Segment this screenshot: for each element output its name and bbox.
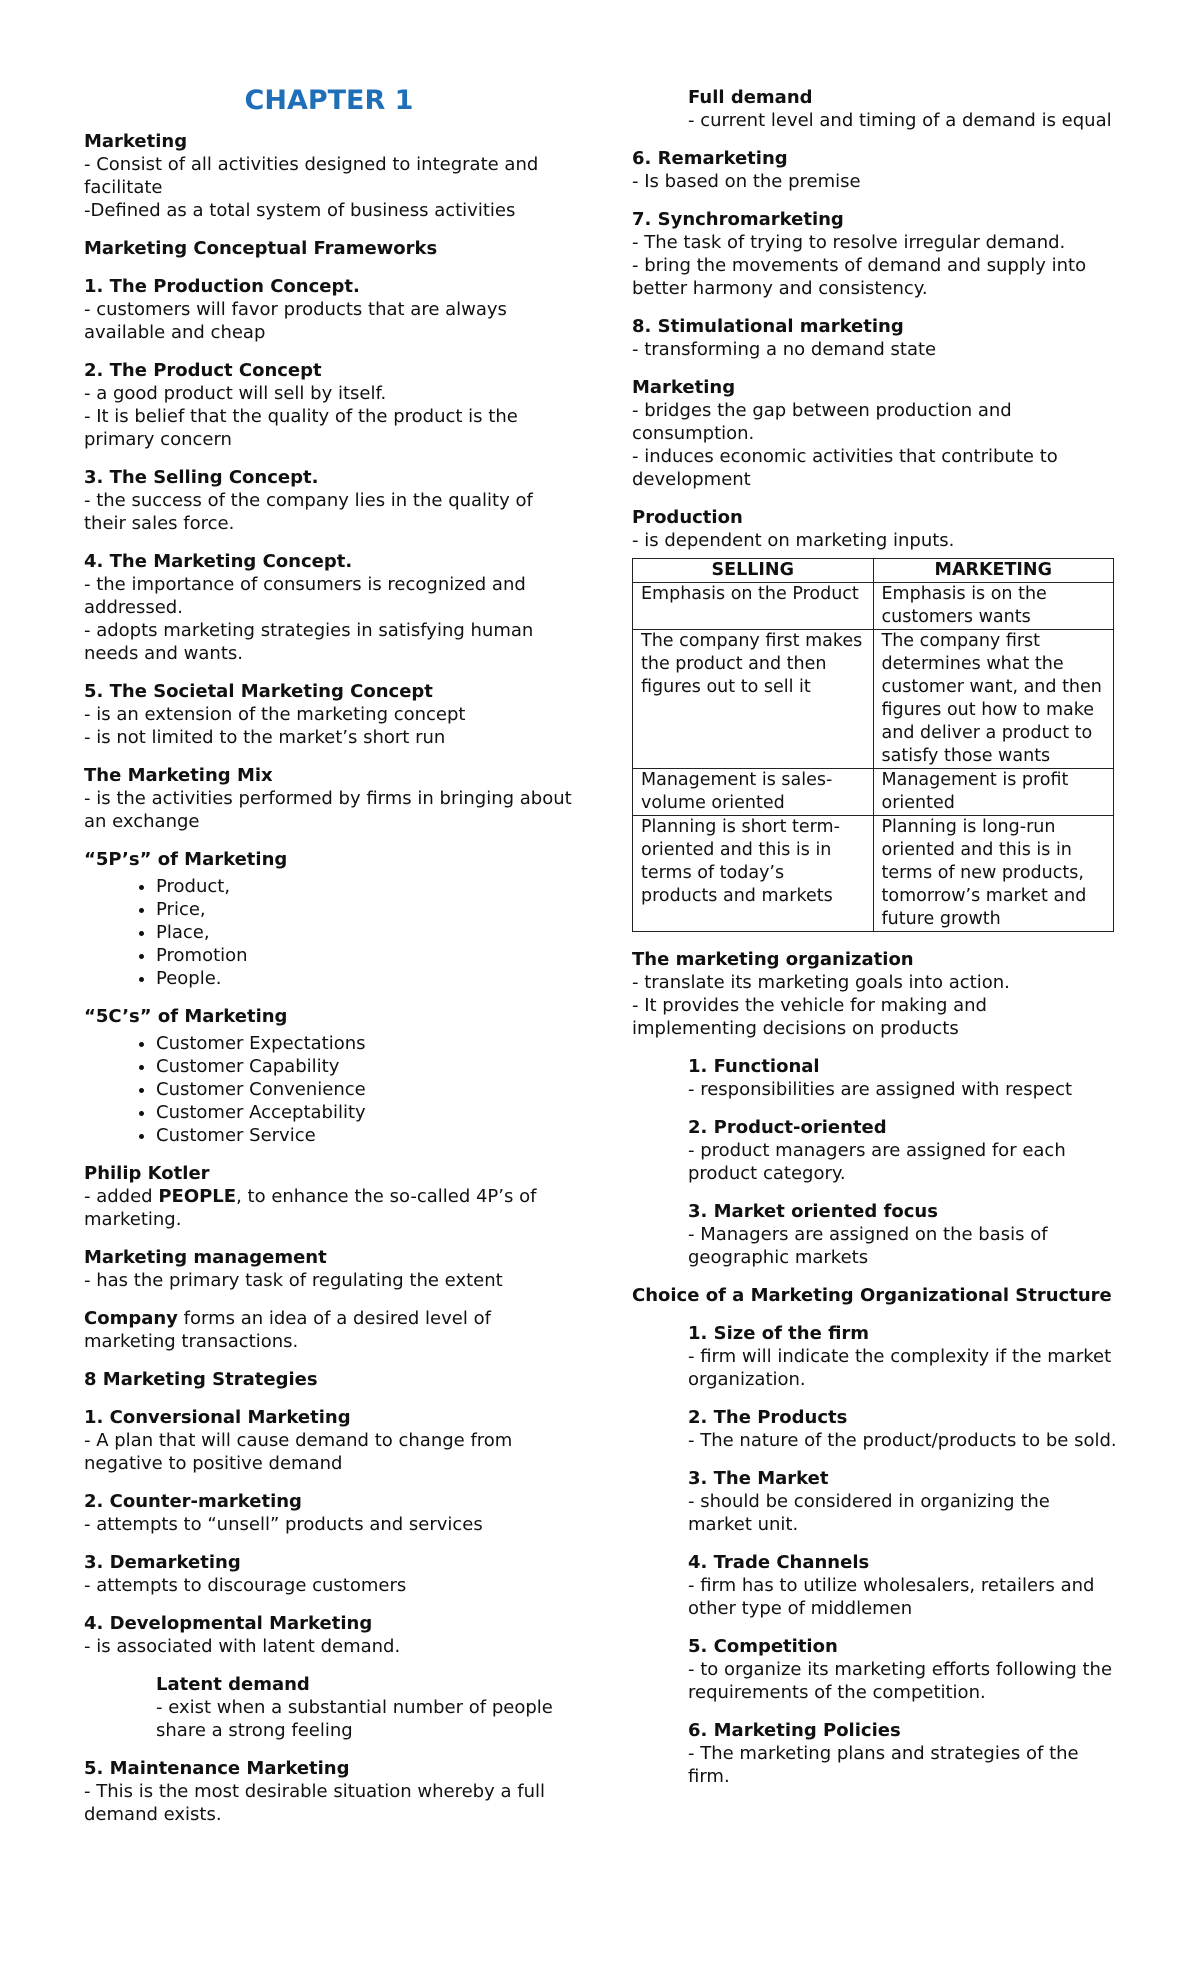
section-heading: 1. The Production Concept. [84, 276, 360, 297]
section-heading: 3. The Market [688, 1468, 829, 1489]
five-cs-heading: “5C’s” of Marketing [84, 1006, 288, 1027]
emphasis-text: Company [84, 1308, 178, 1329]
section-heading: 2. Counter-marketing [84, 1491, 302, 1512]
table-cell: The company first determines what the customer want, and then figures out how to make and deliver a product to satisfy those wants [873, 630, 1114, 769]
section-text: - transforming a no demand state [632, 339, 937, 360]
section-text: - induces economic activities that contribute to development [632, 446, 1058, 490]
list-item: • Customer Capability [156, 1055, 574, 1078]
section-heading: 4. Developmental Marketing [84, 1613, 373, 1634]
section-heading: 2. The Product Concept [84, 360, 322, 381]
choice-size [688, 1322, 1117, 1391]
strategy-stimulational [632, 315, 1117, 361]
section-text: - attempts to discourage customers [84, 1575, 407, 1596]
section-heading: Full demand [688, 87, 813, 108]
section-text: forms an idea of a desired level of marketing transactions. [84, 1308, 491, 1352]
section-text: - current level and timing of a demand is equal [688, 110, 1112, 131]
list-item: • People. [156, 967, 574, 990]
section-heading: Philip Kotler [84, 1163, 210, 1184]
choice-policies [688, 1719, 1117, 1788]
section-text: - the importance of consumers is recognized and addressed. [84, 574, 526, 618]
section-heading: Marketing management [84, 1247, 327, 1268]
concept-selling [84, 466, 574, 535]
table-header: MARKETING [873, 559, 1114, 583]
section-text: - is dependent on marketing inputs. [632, 530, 955, 551]
section-text [84, 1185, 574, 1231]
section-text: - to organize its marketing efforts following the requirements of the competition. [688, 1659, 1113, 1703]
strategy-conversional [84, 1406, 574, 1475]
table-header: SELLING [633, 559, 874, 583]
section-text: - is an extension of the marketing concept [84, 704, 466, 725]
section-heading: 3. Market oriented focus [688, 1201, 938, 1222]
text-prefix: - added [84, 1186, 159, 1207]
section-text: - should be considered in organizing the market unit. [688, 1491, 1050, 1535]
strategy-counter-marketing [84, 1490, 574, 1536]
section-heading: 4. The Marketing Concept. [84, 551, 353, 572]
section-text: - the success of the company lies in the quality of their sales force. [84, 490, 533, 534]
table-row [633, 583, 1114, 630]
marketing-definition [84, 130, 574, 222]
list-item: • Customer Expectations [156, 1032, 574, 1055]
section-heading: Marketing [84, 131, 188, 152]
table-row [633, 769, 1114, 816]
concept-societal [84, 680, 574, 749]
list-item: • Promotion [156, 944, 574, 967]
org-market-oriented [688, 1200, 1117, 1269]
section-heading: 3. The Selling Concept. [84, 467, 319, 488]
section-heading: Production [632, 507, 743, 528]
marketing-organization [632, 948, 1117, 1040]
section-text: - has the primary task of regulating the extent [84, 1270, 503, 1291]
concept-product [84, 359, 574, 451]
company-note [84, 1307, 574, 1353]
section-text: - The marketing plans and strategies of the firm. [688, 1743, 1079, 1787]
section-text: - translate its marketing goals into action. [632, 972, 1010, 993]
frameworks-heading: Marketing Conceptual Frameworks [84, 238, 438, 259]
section-text: - firm will indicate the complexity if the market organization. [688, 1346, 1112, 1390]
table-cell: Planning is long-run oriented and this is in terms of new products, tomorrow’s market and future growth [873, 816, 1114, 932]
emphasis-text: PEOPLE [158, 1186, 237, 1207]
concept-production [84, 275, 574, 344]
strategy-developmental [84, 1612, 574, 1658]
section-text: - firm has to utilize wholesalers, retailers and other type of middlemen [688, 1575, 1095, 1619]
section-heading: 6. Marketing Policies [688, 1720, 901, 1741]
section-heading: 5. Maintenance Marketing [84, 1758, 350, 1779]
concept-marketing [84, 550, 574, 665]
section-text: - Managers are assigned on the basis of geographic markets [688, 1224, 1048, 1268]
marketing-management [84, 1246, 574, 1292]
section-text: - adopts marketing strategies in satisfying human needs and wants. [84, 620, 534, 664]
left-column [84, 84, 574, 1841]
section-heading: 7. Synchromarketing [632, 209, 844, 230]
section-text: - responsibilities are assigned with respect [688, 1079, 1073, 1100]
section-heading: 4. Trade Channels [688, 1552, 870, 1573]
table-cell: Emphasis is on the customers wants [873, 583, 1114, 630]
choice-products [688, 1406, 1117, 1452]
choice-market [688, 1467, 1117, 1536]
five-cs-list [84, 1032, 574, 1147]
section-heading: 1. Functional [688, 1056, 820, 1077]
list-item: • Customer Service [156, 1124, 574, 1147]
choice-heading: Choice of a Marketing Organizational Structure [632, 1285, 1112, 1306]
section-text: - exist when a substantial number of people share a strong feeling [156, 1697, 553, 1741]
list-item: • Price, [156, 898, 574, 921]
section-text: - The task of trying to resolve irregular demand. [632, 232, 1066, 253]
table-cell: Emphasis on the Product [633, 583, 874, 630]
section-text: -Defined as a total system of business activities [84, 200, 516, 221]
section-heading: 2. The Products [688, 1407, 848, 1428]
table-cell: Planning is short term-oriented and this is in terms of today’s products and markets [633, 816, 874, 932]
section-text: - attempts to “unsell” products and services [84, 1514, 483, 1535]
section-text: - A plan that will cause demand to change from negative to positive demand [84, 1430, 513, 1474]
table-row [633, 630, 1114, 769]
org-functional [688, 1055, 1117, 1101]
section-heading: 5. The Societal Marketing Concept [84, 681, 433, 702]
org-product-oriented [688, 1116, 1117, 1185]
section-heading: The Marketing Mix [84, 765, 273, 786]
five-ps-list [84, 875, 574, 990]
section-text: - bring the movements of demand and supply into better harmony and consistency. [632, 255, 1087, 299]
section-heading: 8. Stimulational marketing [632, 316, 904, 337]
list-item: • Customer Acceptability [156, 1101, 574, 1124]
marketing-role [632, 376, 1117, 491]
list-item: • Product, [156, 875, 574, 898]
table-header-row [633, 559, 1114, 583]
section-heading: The marketing organization [632, 949, 914, 970]
list-item: • Place, [156, 921, 574, 944]
choice-competition [688, 1635, 1117, 1704]
section-text: - is the activities performed by firms in bringing about an exchange [84, 788, 572, 832]
table-cell: Management is sales-volume oriented [633, 769, 874, 816]
philip-kotler [84, 1162, 574, 1231]
choice-trade-channels [688, 1551, 1117, 1620]
section-text: - Is based on the premise [632, 171, 861, 192]
chapter-title: CHAPTER 1 [244, 85, 414, 116]
section-text: - It is belief that the quality of the product is the primary concern [84, 406, 518, 450]
latent-demand [156, 1673, 574, 1742]
five-ps-heading: “5P’s” of Marketing [84, 849, 288, 870]
full-demand [688, 86, 1117, 132]
section-text: - Consist of all activities designed to integrate and facilitate [84, 154, 539, 198]
section-heading: 5. Competition [688, 1636, 838, 1657]
table-row [633, 816, 1114, 932]
production-note [632, 506, 1117, 552]
section-text: - product managers are assigned for each product category. [688, 1140, 1066, 1184]
section-heading: 6. Remarketing [632, 148, 788, 169]
marketing-mix [84, 764, 574, 833]
right-column [632, 86, 1117, 1803]
section-text: - a good product will sell by itself. [84, 383, 387, 404]
section-text: - The nature of the product/products to be sold. [688, 1430, 1117, 1451]
strategy-maintenance [84, 1757, 574, 1826]
section-text: - is associated with latent demand. [84, 1636, 401, 1657]
strategy-remarketing [632, 147, 1117, 193]
section-heading: Marketing [632, 377, 736, 398]
list-item: • Customer Convenience [156, 1078, 574, 1101]
section-text: - This is the most desirable situation whereby a full demand exists. [84, 1781, 545, 1825]
selling-vs-marketing-table [632, 558, 1114, 932]
section-text: - bridges the gap between production and consumption. [632, 400, 1012, 444]
section-heading: 1. Size of the firm [688, 1323, 870, 1344]
section-text: - customers will favor products that are always available and cheap [84, 299, 507, 343]
section-heading: 1. Conversional Marketing [84, 1407, 351, 1428]
section-heading: 2. Product-oriented [688, 1117, 887, 1138]
table-cell: The company first makes the product and then figures out to sell it [633, 630, 874, 769]
table-cell: Management is profit oriented [873, 769, 1114, 816]
text-suffix: , to enhance the so-called 4P’s of marketing. [84, 1186, 537, 1230]
strategies-heading: 8 Marketing Strategies [84, 1369, 318, 1390]
section-text: - It provides the vehicle for making and implementing decisions on products [632, 995, 987, 1039]
strategy-synchromarketing [632, 208, 1117, 300]
strategy-demarketing [84, 1551, 574, 1597]
section-heading: Latent demand [156, 1674, 310, 1695]
section-heading: 3. Demarketing [84, 1552, 241, 1573]
section-text: - is not limited to the market’s short run [84, 727, 446, 748]
